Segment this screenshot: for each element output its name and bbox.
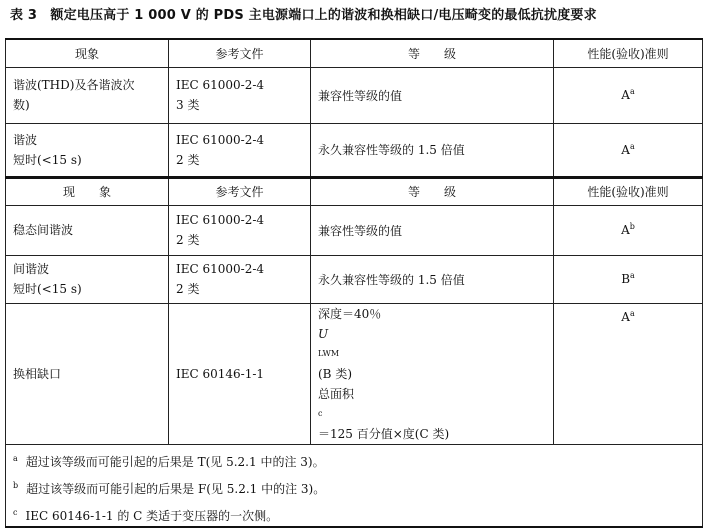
cell-criterion: $B^a$ [554, 255, 703, 303]
table-row [6, 67, 703, 123]
header-level: 等 级 [311, 178, 554, 205]
table-header-row [6, 39, 703, 67]
cell-phenomenon: 谐波(THD)及各谐波次 数) [6, 67, 169, 123]
header-reference: 参考文件 [169, 39, 311, 67]
cell-reference: IEC 61000-2-4 2 类 [169, 255, 311, 303]
footnote-a: $^a$ 超过该等级而可能引起的后果是 T(见 5.2.1 中的注 3)。 [13, 453, 325, 469]
cell-level: 永久兼容性等级的 1.5 倍值 [311, 255, 554, 303]
cell-phenomenon: 换相缺口 [6, 303, 169, 444]
header-phenomenon: 现 象 [6, 178, 169, 205]
level-area-line: 总面积 c ＝125 百分值×度(C 类) [318, 386, 450, 441]
table-row [6, 255, 703, 303]
immunity-table-2 [5, 177, 703, 528]
cell-level: 兼容性等级的值 [311, 67, 554, 123]
cell-criterion: $A^a$ [554, 123, 703, 177]
cell-criterion: $A^b$ [554, 205, 703, 255]
header-phenomenon: 现象 [6, 39, 169, 67]
table-row [6, 303, 703, 444]
cell-reference: IEC 61000-2-4 2 类 [169, 123, 311, 177]
header-level: 等 级 [311, 39, 554, 67]
cell-phenomenon: 稳态间谐波 [6, 205, 169, 255]
table-header-row [6, 178, 703, 205]
footnotes-cell [6, 444, 703, 527]
table-row [6, 205, 703, 255]
cell-level: 兼容性等级的值 [311, 205, 554, 255]
cell-criterion: $A^a$ [554, 67, 703, 123]
table-caption: 表 3 额定电压高于 1 000 V 的 PDS 主电源端口上的谐波和换相缺口/电压畸变的最低抗扰度要求 [10, 8, 597, 23]
cell-reference: IEC 61000-2-4 2 类 [169, 205, 311, 255]
level-depth-line: 深度＝40％ U LWM (B 类) [318, 306, 382, 381]
cell-phenomenon: 间谐波 短时(<15 s) [6, 255, 169, 303]
header-reference: 参考文件 [169, 178, 311, 205]
cell-reference: IEC 60146-1-1 [169, 303, 311, 444]
cell-reference: IEC 61000-2-4 3 类 [169, 67, 311, 123]
cell-phenomenon: 谐波 短时(<15 s) [6, 123, 169, 177]
footnote-b: $^b$ 超过该等级而可能引起的后果是 F(见 5.2.1 中的注 3)。 [13, 480, 326, 496]
cell-level: 永久兼容性等级的 1.5 倍值 [311, 123, 554, 177]
cell-level [311, 303, 554, 444]
immunity-table-1 [5, 38, 703, 178]
table-row [6, 123, 703, 177]
footnotes-row [6, 444, 703, 527]
header-criterion: 性能(验收)准则 [554, 178, 703, 205]
cell-criterion: $A^a$ [554, 303, 703, 444]
header-criterion: 性能(验收)准则 [554, 39, 703, 67]
footnote-c: $^c$ IEC 60146-1-1 的 C 类适于变压器的一次侧。 [13, 507, 279, 523]
